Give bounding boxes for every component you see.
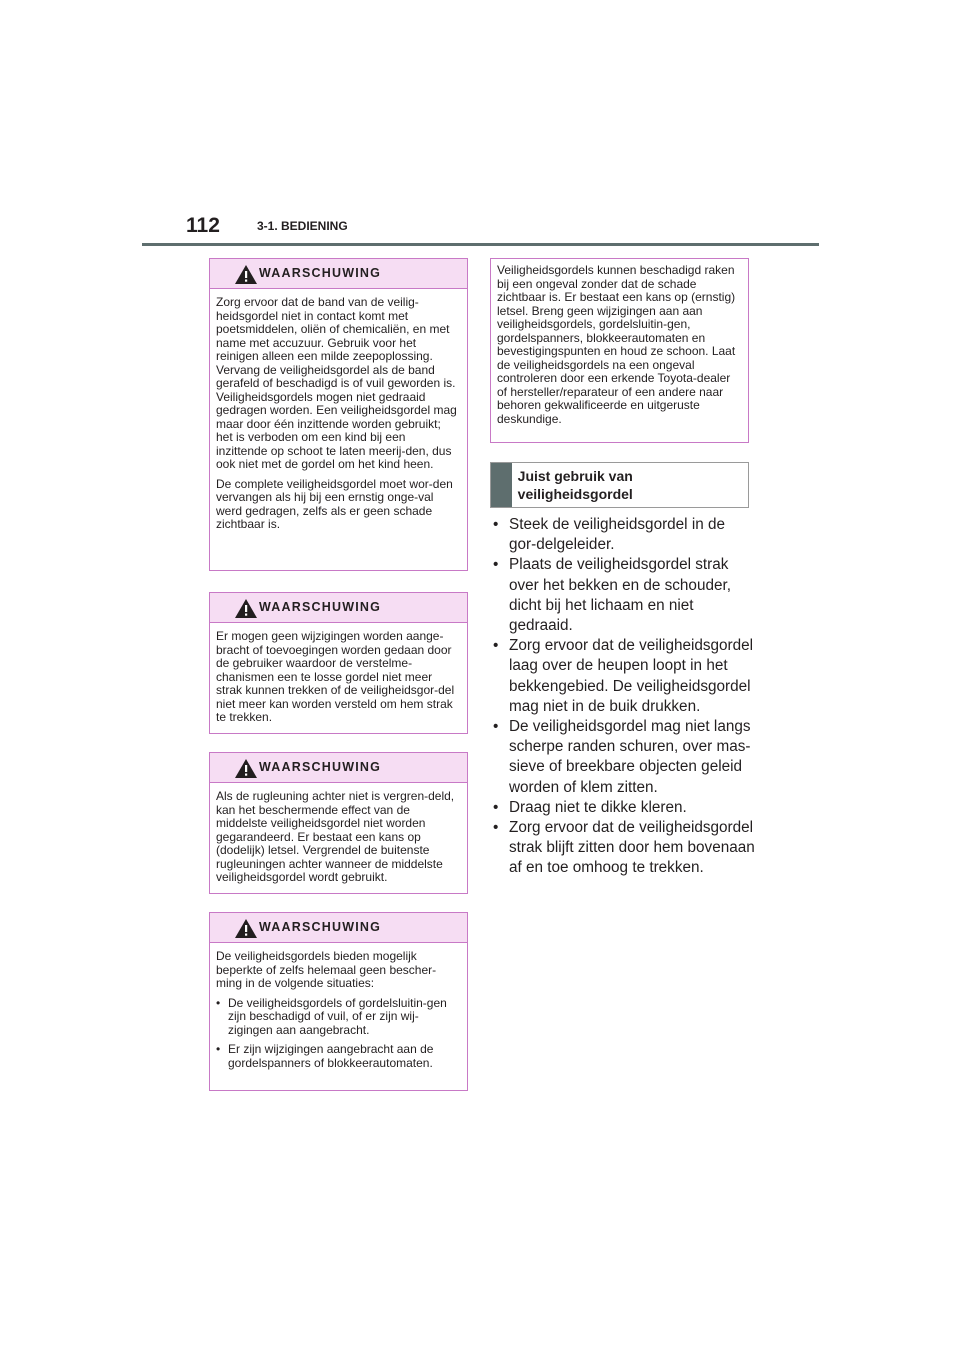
warning-box-3	[209, 752, 468, 894]
list-item-text: Zorg ervoor dat de veiligheidsgordel laag over de heupen loopt in het bekkengebied. De veiligheidsgordel mag niet in de buik drukken.	[509, 637, 754, 715]
warning-title: WAARSCHUWING	[259, 266, 382, 280]
bullet-symbol: •	[493, 718, 499, 736]
warning-box-4	[209, 912, 468, 1091]
warning-paragraph: Er mogen geen wijzigingen worden aange-bracht of toevoegingen worden gedaan door de gebruiker waardoor de verstelme-chanismen een te losse gordel niet meer strak kunnen trekken of de veiligheidsgor-del niet meer kan worden versteld om hem strak te trekken.	[216, 629, 455, 724]
subheading-box	[490, 462, 749, 508]
warning-bullet-text: Er zijn wijzigingen aangebracht aan de gordelspanners of blokkeerautomaten.	[228, 1042, 434, 1070]
warning-intro: De veiligheidsgordels bieden mogelijk beperkte of zelfs helemaal geen bescher-ming in de volgende situaties:	[216, 949, 437, 990]
warning-body	[210, 783, 467, 893]
list-item	[493, 798, 755, 818]
warning-header	[210, 753, 467, 783]
bullet-symbol: •	[493, 637, 499, 655]
page-number: 112	[186, 214, 220, 237]
header-rule	[142, 243, 819, 246]
warning-title: WAARSCHUWING	[259, 600, 382, 614]
warning-body	[210, 623, 467, 733]
warning-header	[210, 259, 467, 289]
warning-title: WAARSCHUWING	[259, 760, 382, 774]
list-item-text: Plaats de veiligheidsgordel strak over het bekken en de schouder, dicht bij het lichaam en niet gedraaid.	[509, 556, 731, 635]
warning-triangle-icon	[234, 918, 258, 939]
warning-bullet-text: De veiligheidsgordels of gordelsluitin-gen zijn beschadigd of vuil, of er zijn wij-zigingen aan aangebracht.	[228, 995, 447, 1037]
warning-body	[210, 943, 467, 1078]
section-title: 3-1. BEDIENING	[257, 219, 348, 233]
bullet-symbol: •	[216, 1042, 221, 1056]
list-item	[493, 717, 755, 798]
bullet-symbol: •	[493, 798, 499, 816]
warning-body	[210, 289, 467, 540]
warning-title: WAARSCHUWING	[259, 920, 382, 934]
warning-bullet-item	[216, 997, 460, 1038]
warning-paragraph: Als de rugleuning achter niet is vergren-deld, kan het beschermende effect van de middelste veiligheidsgordel niet worden gegarandeerd. Er bestaat een kans op (dodelijk) letsel. Vergrendel de buitenste rugleuningen achter wanneer de middelste veiligheidsgordel wordt gebruikt.	[216, 789, 455, 884]
bullet-symbol: •	[493, 819, 499, 837]
warning-header	[210, 913, 467, 943]
bullet-symbol: •	[493, 556, 499, 574]
warning-triangle-icon	[234, 598, 258, 619]
warning-box-2	[209, 592, 468, 734]
subheading-title: Juist gebruik van veiligheidsgordel	[517, 468, 633, 502]
list-item	[493, 818, 755, 879]
list-item	[493, 515, 755, 555]
list-item-text: Zorg ervoor dat de veiligheidsgordel strak blijft zitten door hem bovenaan af en toe omhoog te trekken.	[509, 819, 755, 877]
warning-triangle-icon	[234, 758, 258, 779]
list-item-text: Steek de veiligheidsgordel in de gor-delgeleider.	[509, 516, 726, 554]
bullet-symbol: •	[493, 516, 499, 533]
list-item	[493, 555, 755, 636]
warning-paragraph: Zorg ervoor dat de band van de veilig-heidsgordel niet in contact komt met poetsmiddelen, oliën of chemicaliën, en met name met accuzuur. Gebruik voor het reinigen alleen een milde zeepoplossing. Vervang de veiligheidsgordel als de band gerafeld of beschadigd is of vuil geworden is. Veiligheidsgordels mogen niet gedraaid gedragen worden. Een veiligheidsgordel mag maar door één inzittende worden gebruikt; het is verboden om een kind bij een inzittende op schoot te laten meerij-den, dus ook niet met de gordel om het kind heen.	[216, 295, 457, 471]
list-item-text: De veiligheidsgordel mag niet langs scherpe randen schuren, over mas-sieve of breekbare objecten geleid worden of klem zitten.	[509, 718, 751, 796]
warning-header	[210, 593, 467, 623]
warning-bullet-item	[216, 1043, 460, 1070]
warning-triangle-icon	[234, 264, 258, 285]
list-item-text: Draag niet te dikke kleren.	[509, 798, 687, 816]
subheading-bar	[491, 463, 512, 507]
instruction-list	[493, 515, 755, 879]
warning-box-1	[209, 258, 468, 571]
bullet-symbol: •	[216, 995, 221, 1010]
warning-continuation-box: Veiligheidsgordels kunnen beschadigd raken bij een ongeval zonder dat de schade zichtbaar is. Er bestaat een kans op (ernstig) letsel. Breng geen wijzigingen aan aan veiligheidsgordels, gordelsluitin-gen, gordelspanners, blokkeerautomaten en bevestigingspunten en houd ze schoon. Laat de veiligheidsgordels na een ongeval controleren door een erkende Toyota-dealer of hersteller/reparateur of een andere naar behoren gekwalificeerde en uitgeruste deskundige.	[490, 258, 749, 443]
warning-paragraph: De complete veiligheidsgordel moet wor-den vervangen als hij bij een ernstig onge-val werd gedragen, zelfs als er geen schade zichtbaar is.	[216, 476, 453, 531]
list-item	[493, 636, 755, 717]
